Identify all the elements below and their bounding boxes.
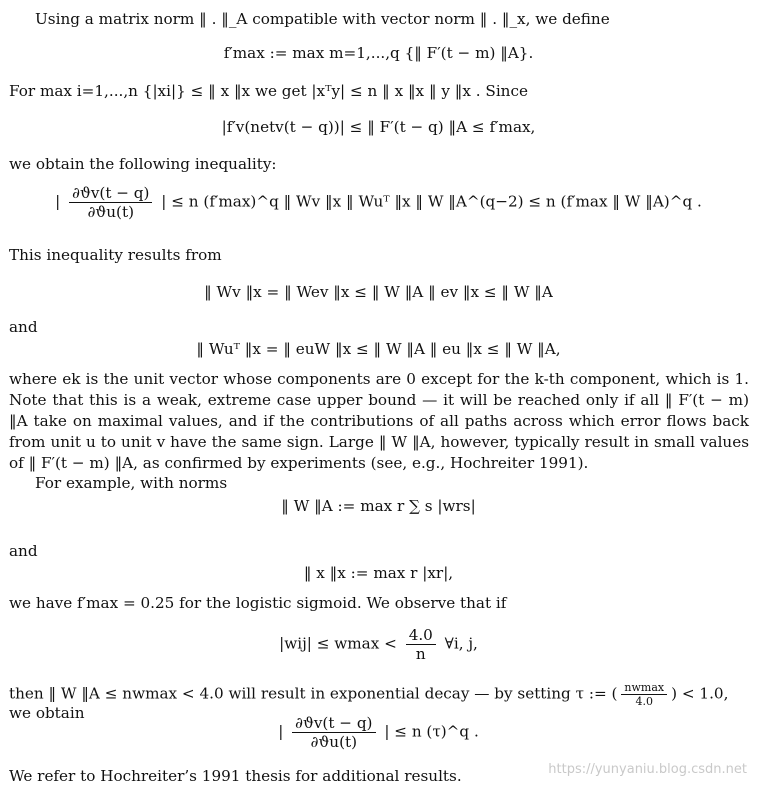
abs-bar-open-2: | bbox=[278, 722, 289, 741]
equation-final bbox=[0, 714, 757, 751]
wij-numerator: 4.0 bbox=[406, 626, 436, 645]
inequality-rest: | ≤ n (f′max)^q ‖ Wv ‖x ‖ Wuᵀ ‖x ‖ W ‖A^(q−2) ≤ n (f′max ‖ W ‖A)^q . bbox=[161, 192, 702, 211]
sigmoid-line: we have f′max = 0.25 for the logistic sigmoid. We observe that if bbox=[9, 594, 507, 612]
final-rest: | ≤ n (τ)^q . bbox=[384, 722, 479, 741]
equation-wij bbox=[0, 626, 757, 663]
obtain-line-2: we obtain bbox=[9, 704, 85, 722]
fraction-numerator: ∂ϑv(t − q) bbox=[69, 184, 152, 203]
wij-denominator: n bbox=[415, 645, 426, 663]
wij-right: ∀i, j, bbox=[444, 634, 478, 653]
and-text-1: and bbox=[9, 318, 38, 336]
wij-fraction bbox=[406, 626, 436, 663]
paragraph-where: where ek is the unit vector whose components are 0 except for the k-th component, which is 1. Note that this is a weak, extreme case upper bound — it will be reached only if all ‖ F′(t − m) ‖A take on maximal values, and if the contributions of all paths across which error flows back from unit u to unit v have the same sign. Large ‖ W ‖A, however, typically result in small values of ‖ F′(t − m) ‖A, as confirmed by experiments (see, e.g., Hochreiter 1991). bbox=[9, 370, 749, 472]
for-max-line: For max i=1,...,n {|xi|} ≤ ‖ x ‖x we get |xᵀy| ≤ n ‖ x ‖x ‖ y ‖x . Since bbox=[9, 82, 528, 100]
equation-norm-x: ‖ x ‖x := max r |xr|, bbox=[303, 564, 454, 582]
abs-bar-open: | bbox=[55, 192, 66, 211]
final-numerator: ∂ϑv(t − q) bbox=[292, 714, 375, 733]
and-text-2: and bbox=[9, 542, 38, 560]
partial-fraction bbox=[69, 184, 152, 221]
tau-numerator: nwmax bbox=[621, 681, 667, 695]
wij-left: |wij| ≤ wmax < bbox=[279, 634, 397, 653]
equation-inequality bbox=[0, 184, 757, 221]
example-line: For example, with norms bbox=[35, 474, 228, 492]
equation-fmax: f′max := max m=1,...,q {‖ F′(t − m) ‖A}. bbox=[223, 44, 534, 62]
watermark-text: https://yunyaniu.blog.csdn.net bbox=[548, 762, 747, 777]
fraction-denominator: ∂ϑu(t) bbox=[87, 203, 135, 221]
tau-denominator: 4.0 bbox=[635, 695, 654, 708]
intro-line: Using a matrix norm ‖ . ‖_A compatible with vector norm ‖ . ‖_x, we define bbox=[35, 10, 610, 28]
equation-since: |f′v(netv(t − q))| ≤ ‖ F′(t − q) ‖A ≤ f′max, bbox=[221, 118, 536, 136]
obtain-inequality-line: we obtain the following inequality: bbox=[9, 155, 277, 173]
equation-norm-w: ‖ W ‖A := max r ∑ s |wrs| bbox=[281, 497, 476, 515]
then-line-a: then ‖ W ‖A ≤ nwmax < 4.0 will result in exponential decay — by setting τ := ( bbox=[9, 684, 618, 703]
final-denominator: ∂ϑu(t) bbox=[310, 733, 358, 751]
equation-wu: ‖ Wuᵀ ‖x = ‖ euW ‖x ≤ ‖ W ‖A ‖ eu ‖x ≤ ‖ W ‖A, bbox=[196, 340, 561, 358]
equation-wv: ‖ Wv ‖x = ‖ Wev ‖x ≤ ‖ W ‖A ‖ ev ‖x ≤ ‖ W ‖A bbox=[204, 283, 553, 301]
results-from-line: This inequality results from bbox=[9, 246, 222, 264]
refer-line: We refer to Hochreiter’s 1991 thesis for additional results. bbox=[9, 767, 462, 785]
final-partial-fraction bbox=[292, 714, 375, 751]
then-line-b: ) < 1.0, bbox=[671, 684, 729, 703]
